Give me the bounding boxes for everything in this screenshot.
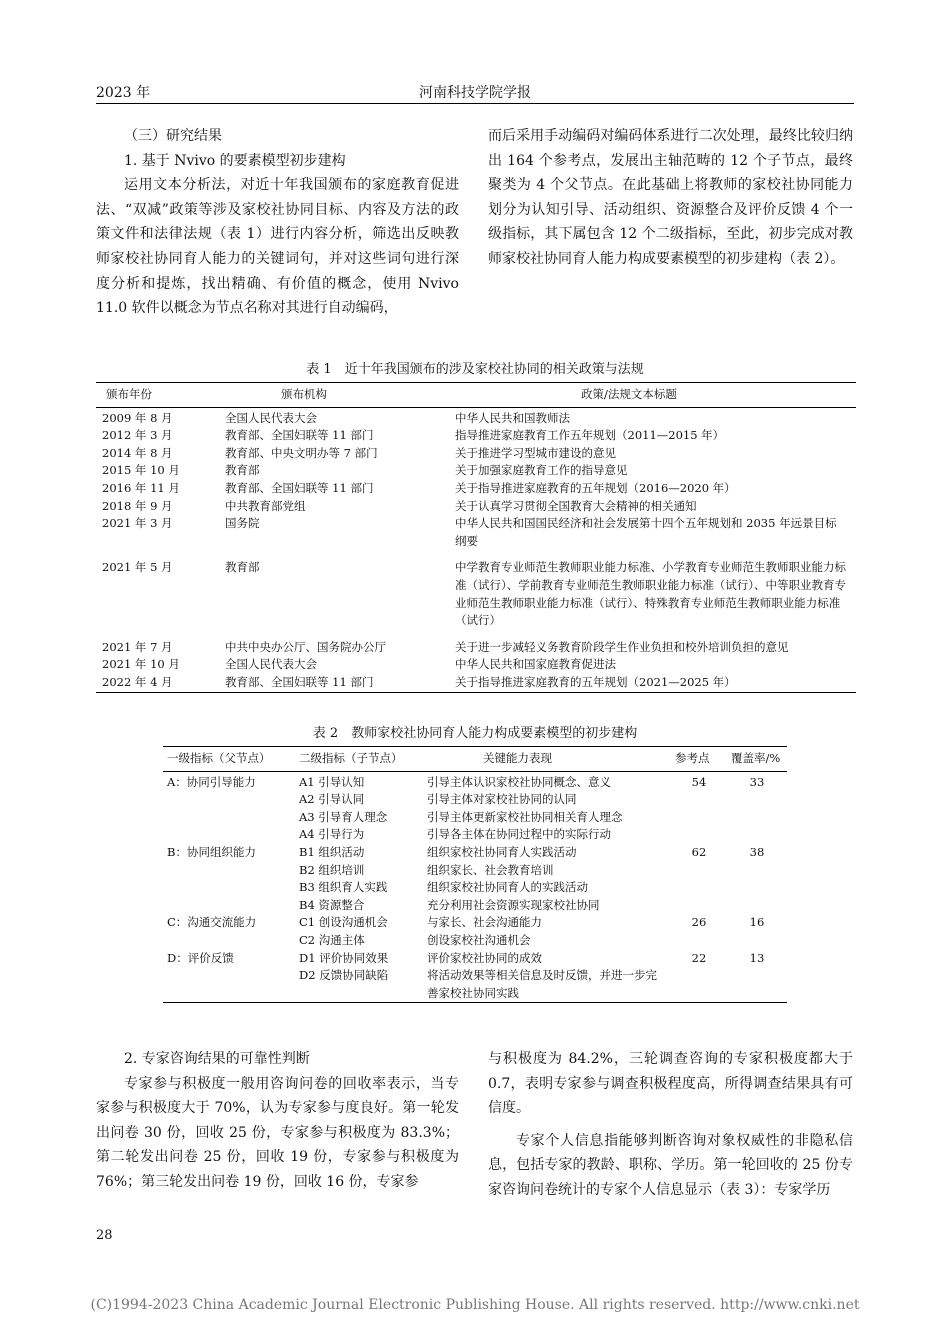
table2-cell-coverage: 16	[749, 915, 765, 930]
table2-header-level2: 二级指标（子节点）	[295, 747, 423, 772]
table1-cell-title: 关于进一步减轻义务教育阶段学生作业负担和校外培训负担的意见	[455, 639, 789, 654]
table2-cell-level1	[163, 826, 295, 844]
table2-header-row	[163, 747, 787, 772]
table2-cell-references: 26	[691, 915, 707, 930]
table1-row	[96, 515, 856, 559]
table2-row	[163, 791, 787, 809]
table2-row	[163, 826, 787, 844]
table2-cell-level1	[163, 791, 295, 809]
table1-cell-year: 2012 年 3 月	[102, 428, 173, 443]
table1-header-agency: 颁布机构	[221, 383, 451, 408]
table1-row	[96, 639, 856, 657]
table1-cell-title: 关于指导推进家庭教育的五年规划（2021—2025 年）	[451, 674, 856, 692]
table1-cell-year: 2015 年 10 月	[102, 463, 180, 478]
table1-row	[96, 407, 856, 427]
table2-cell-references: 54	[691, 774, 707, 789]
header-year: 2023 年	[96, 85, 151, 101]
table2-cell-ability: 充分利用社会资源实现家校社协同	[427, 897, 600, 912]
table1-title: 表 1 近十年我国颁布的涉及家校社协同的相关政策与法规	[306, 362, 644, 377]
page-number: 28	[96, 1228, 113, 1243]
table1-cell-agency: 全国人民代表大会	[225, 410, 317, 425]
table2-cell-coverage	[727, 826, 787, 844]
table1-row	[96, 427, 856, 445]
table2-row	[163, 862, 787, 880]
table1-row	[96, 498, 856, 516]
table2-title: 表 2 教师家校社协同育人能力构成要素模型的初步建构	[312, 726, 638, 741]
table1-cell-agency: 国务院	[225, 516, 260, 531]
table2-cell-coverage	[727, 967, 787, 1003]
table2-cell-level2: C2 沟通主体	[299, 932, 365, 947]
table2-row	[163, 914, 787, 932]
paragraph-expert-participation: 专家参与积极度一般用咨询问卷的回收率表示，当专家参与积极度大于 70%，认为专家参与度良好。第一轮发出问卷 30 份，回收 25 份，专家参与积极度为 83.3%；第二轮发出问卷 25 份，回收 19 份，专家参与积极度为 76%；第三轮发出问卷 19 份，回收 16 份，专家参	[96, 1075, 459, 1190]
table2-cell-level1: B：协同组织能力	[167, 844, 256, 859]
table2-header-ability: 关键能力表现	[423, 747, 671, 772]
paragraph-text-analysis: 运用文本分析法，对近十年我国颁布的家庭教育促进法、“双减”政策等涉及家校社协同目标、内容及方法的政策文件和法律法规（表 1）进行内容分析，筛选出反映教师家校社协同育人能力的关键词句，并对这些词句进行深度分析和提炼，找出精确、有价值的概念，使用 Nvivo 11.0 软件以概念为节点名称对其进行自动编码，	[96, 177, 459, 317]
table2-cell-level1: A：协同引导能力	[167, 774, 256, 789]
table2-cell-level2: A2 引导认同	[299, 792, 365, 807]
table2-cell-references	[671, 967, 727, 1003]
section-heading: （三）研究结果	[124, 128, 222, 144]
table2-row	[163, 809, 787, 827]
table1-cell-agency: 中共教育部党组	[225, 498, 306, 513]
left-column-top	[96, 124, 459, 321]
subheading-expert: 2. 专家咨询结果的可靠性判断	[124, 1051, 310, 1067]
right-column-bottom	[488, 1047, 853, 1203]
table2-cell-level2: B2 组织培训	[299, 862, 365, 877]
table1-row	[96, 462, 856, 480]
table2-cell-ability: 引导主体认识家校社协同概念、意义	[427, 774, 611, 789]
table1-cell-title: 指导推进家庭教育工作五年规划（2011—2015 年）	[455, 428, 725, 443]
table1-cell-year: 2022 年 4 月	[96, 674, 221, 692]
table2-row	[163, 771, 787, 791]
table2-cell-ability: 评价家校社协同的成效	[427, 950, 542, 965]
table2-cell-ability: 引导主体对家校社协同的认同	[427, 792, 577, 807]
table1-cell-year: 2021 年 7 月	[102, 639, 173, 654]
paragraph-expert-info: 专家个人信息指能够判断咨询对象权威性的非隐私信息，包括专家的教龄、职称、学历。第一轮回收的 25 份专家咨询问卷统计的专家个人信息显示（表 3）：专家学历	[488, 1132, 853, 1198]
table2-cell-level2: D2 反馈协同缺陷	[295, 967, 423, 1003]
table1-cell-agency: 教育部	[225, 560, 260, 575]
table1-cell-agency: 教育部	[225, 463, 260, 478]
table2-cell-ability: 将活动效果等相关信息及时反馈，并进一步完善家校社协同实践	[423, 967, 671, 1003]
table1-header-row	[96, 383, 856, 408]
table2-cell-coverage: 38	[749, 844, 765, 859]
table2-row	[163, 844, 787, 862]
table2-cell-references	[671, 809, 727, 827]
table2-cell-level1	[163, 967, 295, 1003]
copyright-footer: (C)1994-2023 China Academic Journal Electronic Publishing House. All rights reserved. http://www.cnki.net	[90, 1297, 860, 1313]
table2-cell-coverage	[727, 932, 787, 950]
table2-cell-level1	[163, 809, 295, 827]
table2-cell-level1	[163, 932, 295, 950]
table2-cell-level2: C1 创设沟通机会	[299, 915, 388, 930]
table2-cell-references: 62	[691, 844, 707, 859]
table1-cell-year: 2021 年 5 月	[102, 560, 173, 575]
paragraph-coding: 而后采用手动编码对编码体系进行二次处理，最终比较归纳出 164 个参考点，发展出主轴范畴的 12 个子节点，最终聚类为 4 个父节点。在此基础上将教师的家校社协同能力划分为认知引导、活动组织、资源整合及评价反馈 4 个一级指标，其下属包含 12 个二级指标，至此，初步完成对教师家校社协同育人能力构成要素模型的初步建构（表 2）。	[488, 128, 853, 267]
table1-cell-year: 2016 年 11 月	[102, 480, 180, 495]
table2-cell-references	[671, 791, 727, 809]
right-column-top	[488, 124, 853, 272]
table2-cell-level2: B4 资源整合	[299, 897, 365, 912]
table2-cell-references	[671, 826, 727, 844]
table1-row	[96, 674, 856, 692]
table1-header-year: 颁布年份	[96, 383, 221, 408]
table1-cell-title: 中华人民共和国家庭教育促进法	[455, 657, 616, 672]
table2-cell-ability: 组织家长、社会教育培训	[427, 862, 554, 877]
table2-cell-references	[671, 862, 727, 880]
table2	[163, 746, 787, 1003]
table1-cell-agency: 教育部、全国妇联等 11 部门	[225, 428, 374, 443]
table2-cell-ability: 创设家校社沟通机会	[427, 932, 531, 947]
table2-cell-level1: D：评价反馈	[167, 950, 234, 965]
table2-cell-coverage	[727, 862, 787, 880]
table2-cell-ability: 引导主体更新家校社协同相关育人理念	[427, 809, 623, 824]
table1-cell-year: 2009 年 8 月	[102, 410, 173, 425]
table2-cell-level2: B3 组织育人实践	[299, 880, 388, 895]
table2-cell-coverage: 33	[749, 774, 765, 789]
table2-cell-coverage	[727, 897, 787, 915]
table1-cell-title: 关于指导推进家庭教育的五年规划（2016—2020 年）	[455, 480, 736, 495]
table2-cell-level1	[163, 862, 295, 880]
table1-cell-year: 2014 年 8 月	[102, 445, 173, 460]
table1-cell-agency: 教育部、全国妇联等 11 部门	[225, 480, 374, 495]
table1-row	[96, 656, 856, 674]
table2-cell-level2: A1 引导认知	[299, 774, 365, 789]
table1-cell-year: 2021 年 3 月	[102, 516, 173, 531]
table1-cell-title: 中华人民共和国国民经济和社会发展第十四个五年规划和 2035 年远景目标纲要	[455, 516, 837, 548]
table2-cell-ability: 组织家校社协同育人实践活动	[427, 844, 577, 859]
table1-cell-title: 关于认真学习贯彻全国教育大会精神的相关通知	[455, 498, 697, 513]
table1-cell-year: 2018 年 9 月	[102, 498, 173, 513]
table2-cell-level1	[163, 879, 295, 897]
table2-row	[163, 932, 787, 950]
table1-cell-title: 中学教育专业师范生教师职业能力标准、小学教育专业师范生教师职业能力标准（试行）、学前教育专业师范生教师职业能力标准（试行）、中等职业教育专业师范生教师职业能力标准（试行）、特殊教育专业师范生教师职业能力标准（试行）	[455, 560, 846, 628]
table1-cell-title: 关于推进学习型城市建设的意见	[455, 445, 616, 460]
table2-cell-level2: B1 组织活动	[299, 844, 365, 859]
table1-cell-title: 关于加强家庭教育工作的指导意见	[455, 463, 628, 478]
table2-cell-ability: 引导各主体在协同过程中的实际行动	[427, 827, 611, 842]
table2-cell-coverage: 13	[749, 950, 765, 965]
table2-cell-level2: A4 引导行为	[299, 827, 365, 842]
table2-cell-coverage	[727, 809, 787, 827]
table2-cell-level1	[163, 897, 295, 915]
table2-row	[163, 967, 787, 1003]
table2-header-coverage: 覆盖率/%	[727, 747, 787, 772]
table2-row	[163, 879, 787, 897]
table1-cell-agency: 教育部、全国妇联等 11 部门	[221, 674, 451, 692]
subheading-nvivo: 1. 基于 Nvivo 的要素模型初步建构	[124, 152, 346, 169]
table1-row	[96, 445, 856, 463]
table1-header-title: 政策/法规文本标题	[451, 383, 856, 408]
header-rule	[96, 103, 854, 104]
left-column-bottom	[96, 1047, 459, 1195]
journal-name: 河南科技学院学报	[419, 85, 531, 101]
table1-row	[96, 559, 856, 638]
table1-row	[96, 480, 856, 498]
table2-cell-ability: 与家长、社会沟通能力	[427, 915, 542, 930]
table2-cell-coverage	[727, 791, 787, 809]
table1	[96, 382, 856, 693]
table2-cell-coverage	[727, 879, 787, 897]
table1-cell-agency: 中共中央办公厅、国务院办公厅	[225, 639, 386, 654]
table1-cell-agency: 教育部、中央文明办等 7 部门	[225, 445, 378, 460]
paragraph-expert-result: 与积极度为 84.2%，三轮调查咨询的专家积极度都大于 0.7，表明专家参与调查积极程度高，所得调查结果具有可信度。	[488, 1051, 853, 1117]
table1-cell-agency: 全国人民代表大会	[225, 657, 317, 672]
table2-row	[163, 897, 787, 915]
table2-cell-references	[671, 879, 727, 897]
table2-cell-references: 22	[691, 950, 707, 965]
table2-cell-level2: D1 评价协同效果	[299, 950, 389, 965]
table2-cell-level2: A3 引导育人理念	[299, 809, 388, 824]
table2-header-level1: 一级指标（父节点）	[163, 747, 295, 772]
table2-header-references: 参考点	[671, 747, 727, 772]
table1-cell-year: 2021 年 10 月	[102, 657, 180, 672]
table1-cell-title: 中华人民共和国教师法	[455, 410, 570, 425]
table2-cell-ability: 组织家校社协同育人的实践活动	[427, 880, 588, 895]
table2-cell-references	[671, 932, 727, 950]
table2-cell-references	[671, 897, 727, 915]
table2-row	[163, 950, 787, 968]
table2-cell-level1: C：沟通交流能力	[167, 915, 257, 930]
